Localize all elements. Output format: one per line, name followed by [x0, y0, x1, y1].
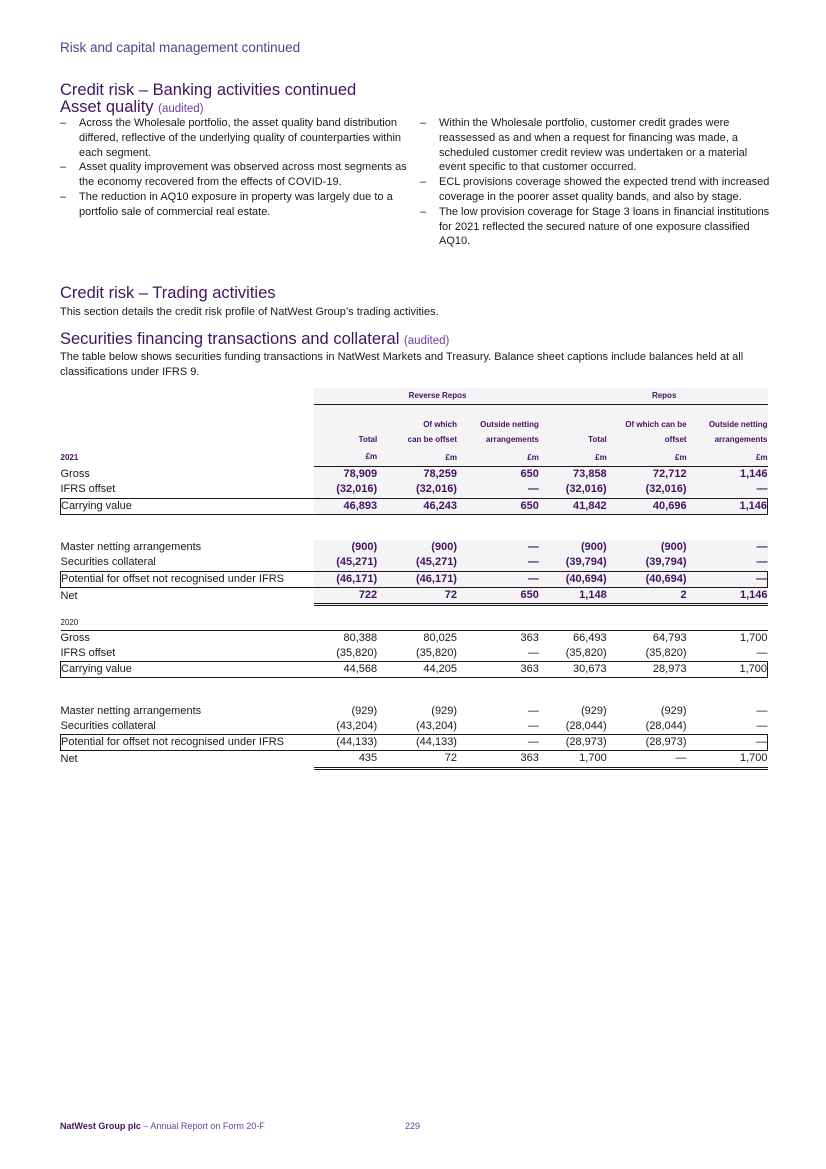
right-bullet-list — [420, 116, 770, 249]
table-cell: (46,171) — [377, 571, 457, 587]
row-label: Net — [60, 589, 78, 602]
row-label: Master netting arrangements — [60, 541, 202, 554]
table-cell: (46,171) — [314, 571, 377, 587]
table-cell: 363 — [520, 631, 539, 644]
table-cell: (28,973) — [539, 735, 607, 751]
table-cell: (43,204) — [336, 720, 378, 733]
table-cell: 363 — [457, 751, 539, 768]
section-title-banking: Credit risk – Banking activities continued — [60, 81, 357, 99]
unit-label: £m — [687, 447, 768, 467]
table-cell: 1,146 — [687, 498, 768, 514]
table-cell: — — [756, 720, 768, 733]
col-header: can be offset — [377, 432, 457, 447]
row-label: IFRS offset — [60, 646, 116, 659]
table-cell: 1,700 — [739, 631, 768, 644]
year-label-2020: 2020 — [61, 615, 315, 631]
row-label: Carrying value — [61, 498, 315, 514]
table-row — [61, 719, 768, 735]
table-cell: (44,133) — [314, 735, 377, 751]
section-title-sft — [60, 330, 449, 350]
spacer-row — [61, 678, 768, 704]
row-label: Gross — [60, 631, 90, 644]
bullet-item: – Asset quality improvement was observed across most segments as the economy recovered from the effects of COVID-19. — [60, 160, 410, 190]
table-cell: (35,820) — [565, 646, 607, 659]
table-cell: (32,016) — [377, 482, 457, 498]
table-row — [61, 587, 768, 604]
table-cell: (900) — [377, 540, 457, 555]
table-cell: (39,794) — [607, 555, 687, 571]
table-cell: (35,820) — [336, 646, 378, 659]
table-cell: 78,259 — [377, 467, 457, 483]
table-cell: 72 — [377, 587, 457, 604]
col-header — [314, 404, 377, 432]
table-cell: (45,271) — [377, 555, 457, 571]
table-cell: 44,568 — [314, 662, 377, 678]
table-cell: (32,016) — [539, 482, 607, 498]
table-cell: 40,696 — [607, 498, 687, 514]
row-label: IFRS offset — [60, 483, 116, 496]
table-cell: 1,146 — [687, 467, 768, 483]
table-cell: (28,044) — [565, 720, 607, 733]
col-header: offset — [607, 432, 687, 447]
table-cell: — — [607, 751, 687, 768]
table-cell: 1,146 — [687, 587, 768, 604]
table-cell: (40,694) — [607, 571, 687, 587]
row-label: Master netting arrangements — [60, 704, 202, 717]
running-head: Risk and capital management continued — [60, 40, 301, 55]
table-cell: — — [756, 646, 768, 659]
table-row — [61, 540, 768, 555]
table-cell: — — [687, 482, 768, 498]
row-label: Potential for offset not recognised under IFRS — [61, 735, 315, 751]
table-cell: 722 — [314, 587, 377, 604]
table-cell: 80,388 — [343, 631, 378, 644]
sft-table — [60, 388, 768, 770]
audited-tag: (audited) — [403, 335, 450, 347]
table-cell: (929) — [351, 704, 378, 717]
table-cell: 650 — [457, 467, 539, 483]
unit-row — [61, 447, 768, 467]
footer — [60, 1121, 265, 1131]
unit-label: £m — [457, 447, 539, 467]
bullet-item: – The reduction in AQ10 exposure in property was largely due to a portfolio sale of commercial real estate. — [60, 190, 410, 220]
table-cell: (43,204) — [416, 720, 457, 733]
group-header-reverse-repos: Reverse Repos — [314, 388, 539, 404]
table-row — [61, 555, 768, 571]
table-cell: — — [527, 704, 539, 717]
table-row — [61, 467, 768, 483]
table-row — [61, 751, 768, 768]
table-cell: — — [756, 704, 768, 717]
unit-label: £m — [539, 447, 607, 467]
left-bullet-list — [60, 116, 410, 220]
table-row — [61, 571, 768, 587]
table-cell: (39,794) — [539, 555, 607, 571]
table-cell: (28,973) — [607, 735, 687, 751]
table-cell: 72 — [377, 751, 457, 768]
table-cell: 30,673 — [539, 662, 607, 678]
col-header: Total — [314, 432, 377, 447]
table-cell: — — [527, 720, 539, 733]
table-cell: 66,493 — [573, 631, 607, 644]
unit-label: £m — [377, 447, 457, 467]
table-cell: (900) — [607, 540, 687, 555]
table-cell: — — [687, 540, 768, 555]
table-cell: (929) — [581, 704, 607, 717]
table-cell: 363 — [457, 662, 539, 678]
table-cell: 1,700 — [687, 662, 768, 678]
year-2020-row — [61, 615, 768, 631]
table-cell: (35,820) — [645, 646, 687, 659]
table-cell: — — [527, 646, 539, 659]
table-cell: 41,842 — [539, 498, 607, 514]
table-row — [61, 482, 768, 498]
table-cell: (45,271) — [314, 555, 377, 571]
table-cell: 46,243 — [377, 498, 457, 514]
table-row — [61, 646, 768, 662]
table-row — [61, 704, 768, 719]
table-cell: — — [687, 735, 768, 751]
col-header: Total — [539, 432, 607, 447]
table-cell: 650 — [457, 587, 539, 604]
table-cell: 78,909 — [314, 467, 377, 483]
table-cell: (28,044) — [645, 720, 687, 733]
table-cell: 1,148 — [539, 587, 607, 604]
trading-intro: This section details the credit risk profile of NatWest Group’s trading activities. — [60, 306, 439, 318]
table-cell: 2 — [607, 587, 687, 604]
row-label: Securities collateral — [60, 720, 156, 733]
bullet-item: – ECL provisions coverage showed the expected trend with increased coverage in the poorer asset quality bands, and also by stage. — [420, 175, 770, 205]
group-header-row — [61, 388, 768, 404]
table-cell: — — [457, 482, 539, 498]
year-label-2021: 2021 — [60, 453, 79, 463]
table-cell: 72,712 — [607, 467, 687, 483]
footer-report: – Annual Report on Form 20-F — [140, 1121, 265, 1131]
unit-label: £m — [607, 447, 687, 467]
table-cell: — — [687, 555, 768, 571]
table-cell: 650 — [457, 498, 539, 514]
table-cell: 80,025 — [423, 631, 457, 644]
col-header: Of which — [377, 404, 457, 432]
bullet-item: – The low provision coverage for Stage 3 loans in financial institutions for 2021 reflected the secured nature of one exposure classified AQ10. — [420, 205, 770, 249]
sft-intro: The table below shows securities funding transactions in NatWest Markets and Treasury. Balance sheet captions include balances held at all classifications under IFRS 9. — [60, 351, 744, 378]
table-cell: 435 — [314, 751, 377, 768]
table-row — [61, 662, 768, 678]
sft-title-text: Securities financing transactions and collateral — [60, 330, 400, 348]
table-row — [61, 498, 768, 514]
spacer-row — [61, 514, 768, 540]
table-cell: — — [457, 735, 539, 751]
col-header-mid-row — [61, 432, 768, 447]
row-label: Securities collateral — [60, 556, 156, 569]
col-header: Outside netting — [687, 404, 768, 432]
spacer-row — [61, 605, 768, 615]
table-cell: 1,700 — [687, 751, 768, 768]
group-header-repos: Repos — [539, 388, 768, 404]
table-cell: — — [687, 571, 768, 587]
col-header: Of which can be — [607, 404, 687, 432]
table-cell: 64,793 — [652, 631, 687, 644]
col-header: arrangements — [457, 432, 539, 447]
footer-company: NatWest Group plc — [60, 1121, 141, 1131]
table-cell: — — [457, 540, 539, 555]
row-label: Carrying value — [61, 662, 315, 678]
row-label: Gross — [60, 467, 90, 480]
table-row — [61, 735, 768, 751]
row-label: Potential for offset not recognised under IFRS — [61, 571, 315, 587]
table-cell: (929) — [431, 704, 457, 717]
table-cell: (40,694) — [539, 571, 607, 587]
row-label: Net — [60, 753, 78, 766]
unit-label: £m — [314, 447, 377, 467]
col-header: Outside netting — [457, 404, 539, 432]
audited-tag: (audited) — [158, 103, 204, 115]
table-row — [61, 630, 768, 646]
table-cell: (32,016) — [607, 482, 687, 498]
table-cell: 28,973 — [607, 662, 687, 678]
table-cell: (929) — [660, 704, 687, 717]
table-cell: (44,133) — [377, 735, 457, 751]
page-number: 229 — [405, 1121, 421, 1131]
bullet-item: – Within the Wholesale portfolio, customer credit grades were reassessed as and when a request for financing was made, a scheduled customer credit review was undertaken or a material event specific to that customer occurred. — [420, 116, 770, 175]
col-header: arrangements — [687, 432, 768, 447]
subtitle-text: Asset quality — [60, 98, 154, 116]
col-header-top-row — [61, 404, 768, 432]
table-cell: 46,893 — [314, 498, 377, 514]
table-cell: 1,700 — [539, 751, 607, 768]
table-cell: 73,858 — [539, 467, 607, 483]
table-cell: 44,205 — [377, 662, 457, 678]
table-cell: (900) — [539, 540, 607, 555]
table-cell: (32,016) — [314, 482, 377, 498]
table-cell: (900) — [314, 540, 377, 555]
subtitle-asset-quality — [60, 98, 204, 118]
bullet-item: – Across the Wholesale portfolio, the asset quality band distribution differed, reflective of the underlying quality of counterparties within each segment. — [60, 116, 410, 160]
col-header — [539, 404, 607, 432]
section-title-trading: Credit risk – Trading activities — [60, 284, 276, 302]
table-cell: — — [457, 555, 539, 571]
table-cell: — — [457, 571, 539, 587]
table-cell: (35,820) — [416, 646, 457, 659]
